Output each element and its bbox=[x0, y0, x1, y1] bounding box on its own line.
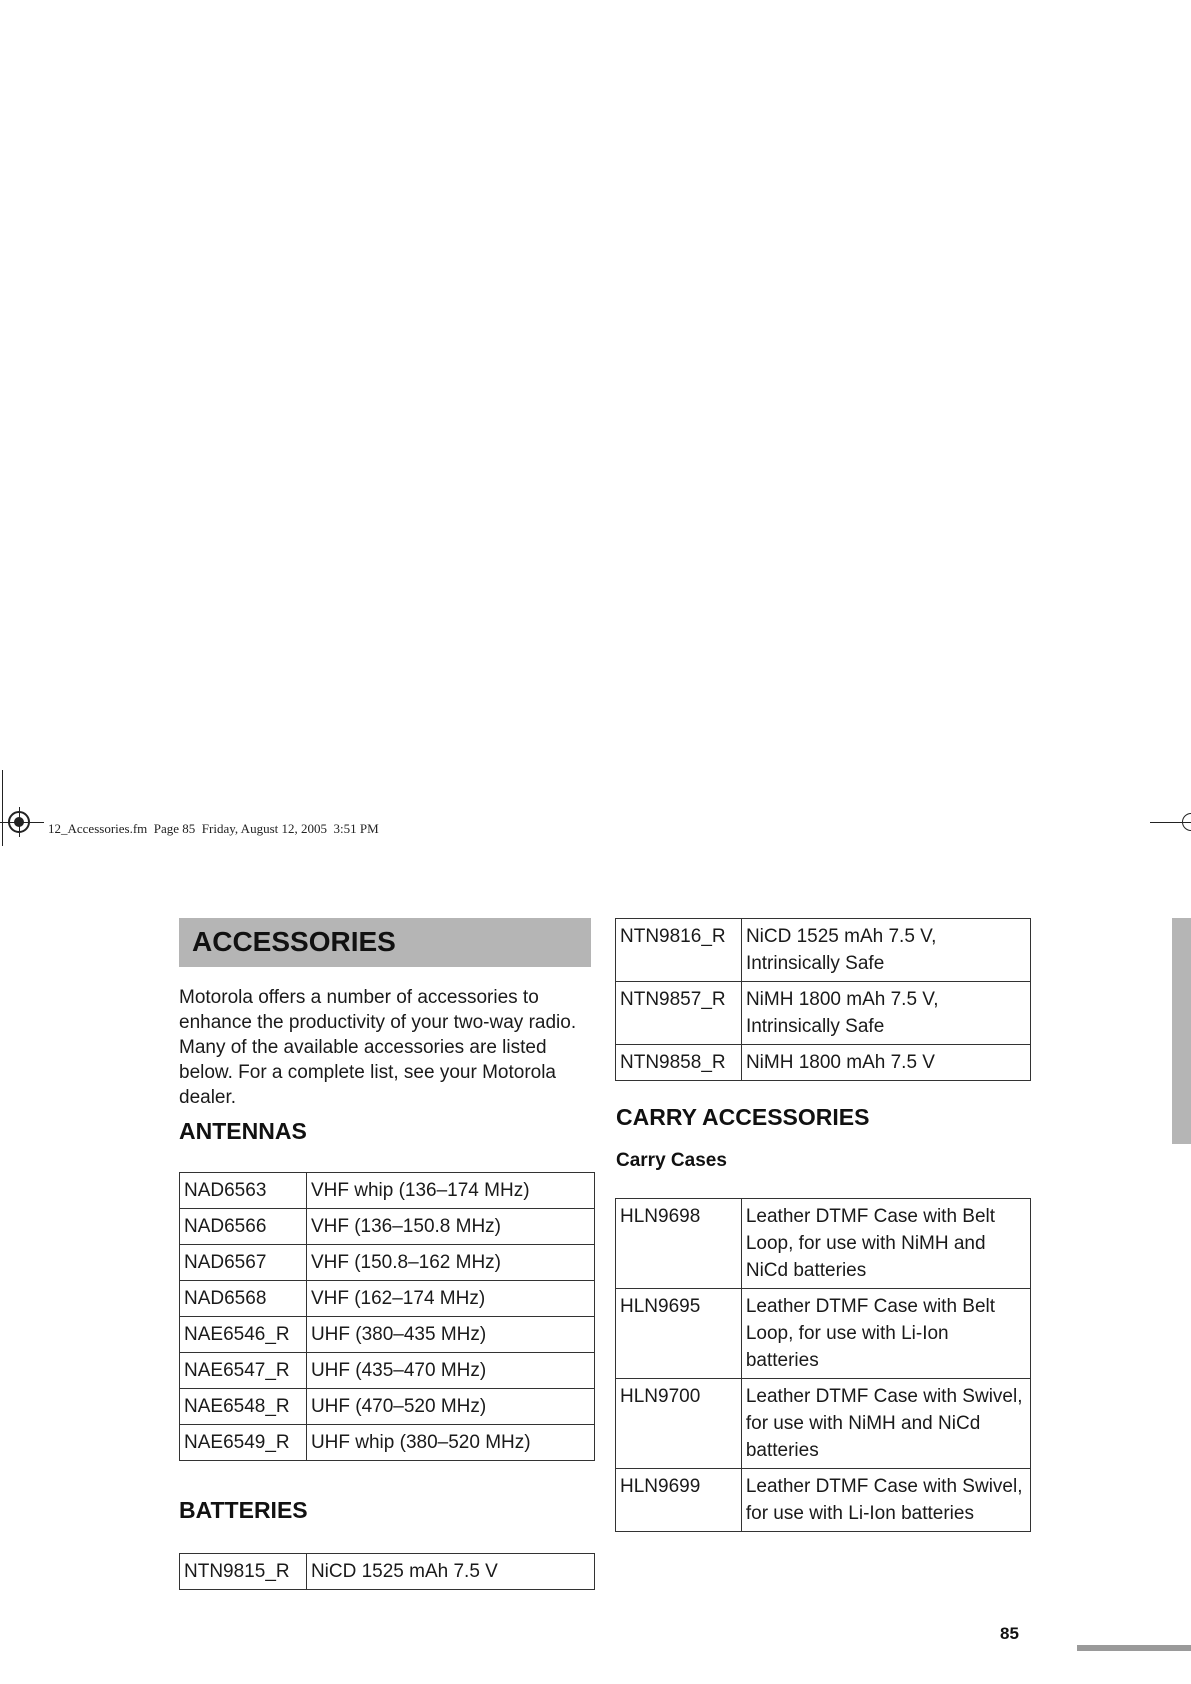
part-number: NAE6548_R bbox=[180, 1389, 307, 1425]
table-row bbox=[180, 1245, 595, 1281]
table-row bbox=[180, 1389, 595, 1425]
table-row bbox=[616, 1379, 1031, 1469]
part-number: NAD6567 bbox=[180, 1245, 307, 1281]
table-row bbox=[616, 919, 1031, 982]
antennas-table bbox=[179, 1172, 595, 1461]
section-thumb-tab bbox=[1172, 918, 1191, 1144]
part-description: UHF (380–435 MHz) bbox=[306, 1317, 594, 1353]
carry-cases-subheading: Carry Cases bbox=[616, 1150, 727, 1171]
part-description: VHF (150.8–162 MHz) bbox=[306, 1245, 594, 1281]
part-number: NAE6549_R bbox=[180, 1425, 307, 1461]
part-description: Leather DTMF Case with Swivel, for use with Li-Ion batteries bbox=[741, 1469, 1030, 1532]
part-number: NAD6566 bbox=[180, 1209, 307, 1245]
part-description: NiMH 1800 mAh 7.5 V bbox=[741, 1045, 1030, 1081]
table-row bbox=[180, 1554, 595, 1590]
part-number: NTN9858_R bbox=[616, 1045, 742, 1081]
part-number: NAD6563 bbox=[180, 1173, 307, 1209]
part-description: UHF (470–520 MHz) bbox=[306, 1389, 594, 1425]
table-row bbox=[616, 1045, 1031, 1081]
part-number: HLN9695 bbox=[616, 1289, 742, 1379]
carry-accessories-heading: CARRY ACCESSORIES bbox=[616, 1104, 870, 1130]
table-row bbox=[616, 1199, 1031, 1289]
table-row bbox=[180, 1281, 595, 1317]
part-description: Leather DTMF Case with Belt Loop, for use with NiMH and NiCd batteries bbox=[741, 1199, 1030, 1289]
footer-bar bbox=[1077, 1645, 1191, 1651]
table-row bbox=[616, 1289, 1031, 1379]
intro-paragraph: Motorola offers a number of accessories to enhance the productivity of your two-way radio. Many of the available accessories are listed below. For a complete list, see your Motorola dealer. bbox=[179, 987, 577, 1108]
table-row bbox=[616, 982, 1031, 1045]
crop-mark-left bbox=[2, 770, 3, 846]
part-number: HLN9699 bbox=[616, 1469, 742, 1532]
batteries-table-part1 bbox=[179, 1553, 595, 1590]
part-number: HLN9700 bbox=[616, 1379, 742, 1469]
registration-target-icon bbox=[8, 811, 30, 833]
table-row bbox=[180, 1173, 595, 1209]
part-number: NAD6568 bbox=[180, 1281, 307, 1317]
file-header: 12_Accessories.fm Page 85 Friday, August 12, 2005 3:51 PM bbox=[48, 821, 379, 836]
registration-circle-icon bbox=[1182, 813, 1191, 831]
page-title: ACCESSORIES bbox=[192, 926, 396, 957]
table-row bbox=[616, 1469, 1031, 1532]
part-description: NiCD 1525 mAh 7.5 V, Intrinsically Safe bbox=[741, 919, 1030, 982]
antennas-heading: ANTENNAS bbox=[179, 1118, 307, 1144]
part-number: NTN9857_R bbox=[616, 982, 742, 1045]
section-banner bbox=[179, 918, 591, 967]
part-number: NTN9815_R bbox=[180, 1554, 307, 1590]
part-description: Leather DTMF Case with Belt Loop, for use with Li-Ion batteries bbox=[741, 1289, 1030, 1379]
batteries-heading: BATTERIES bbox=[179, 1497, 308, 1523]
part-number: NAE6546_R bbox=[180, 1317, 307, 1353]
part-description: NiMH 1800 mAh 7.5 V, Intrinsically Safe bbox=[741, 982, 1030, 1045]
batteries-table-part2 bbox=[615, 918, 1031, 1081]
part-description: Leather DTMF Case with Swivel, for use with NiMH and NiCd batteries bbox=[741, 1379, 1030, 1469]
page-number: 85 bbox=[1000, 1624, 1019, 1643]
part-description: UHF whip (380–520 MHz) bbox=[306, 1425, 594, 1461]
part-number: NTN9816_R bbox=[616, 919, 742, 982]
part-description: VHF (136–150.8 MHz) bbox=[306, 1209, 594, 1245]
part-description: NiCD 1525 mAh 7.5 V bbox=[306, 1554, 594, 1590]
part-number: NAE6547_R bbox=[180, 1353, 307, 1389]
part-description: VHF (162–174 MHz) bbox=[306, 1281, 594, 1317]
table-row bbox=[180, 1425, 595, 1461]
part-description: UHF (435–470 MHz) bbox=[306, 1353, 594, 1389]
part-number: HLN9698 bbox=[616, 1199, 742, 1289]
table-row bbox=[180, 1317, 595, 1353]
part-description: VHF whip (136–174 MHz) bbox=[306, 1173, 594, 1209]
table-row bbox=[180, 1353, 595, 1389]
carry-cases-table bbox=[615, 1198, 1031, 1532]
table-row bbox=[180, 1209, 595, 1245]
